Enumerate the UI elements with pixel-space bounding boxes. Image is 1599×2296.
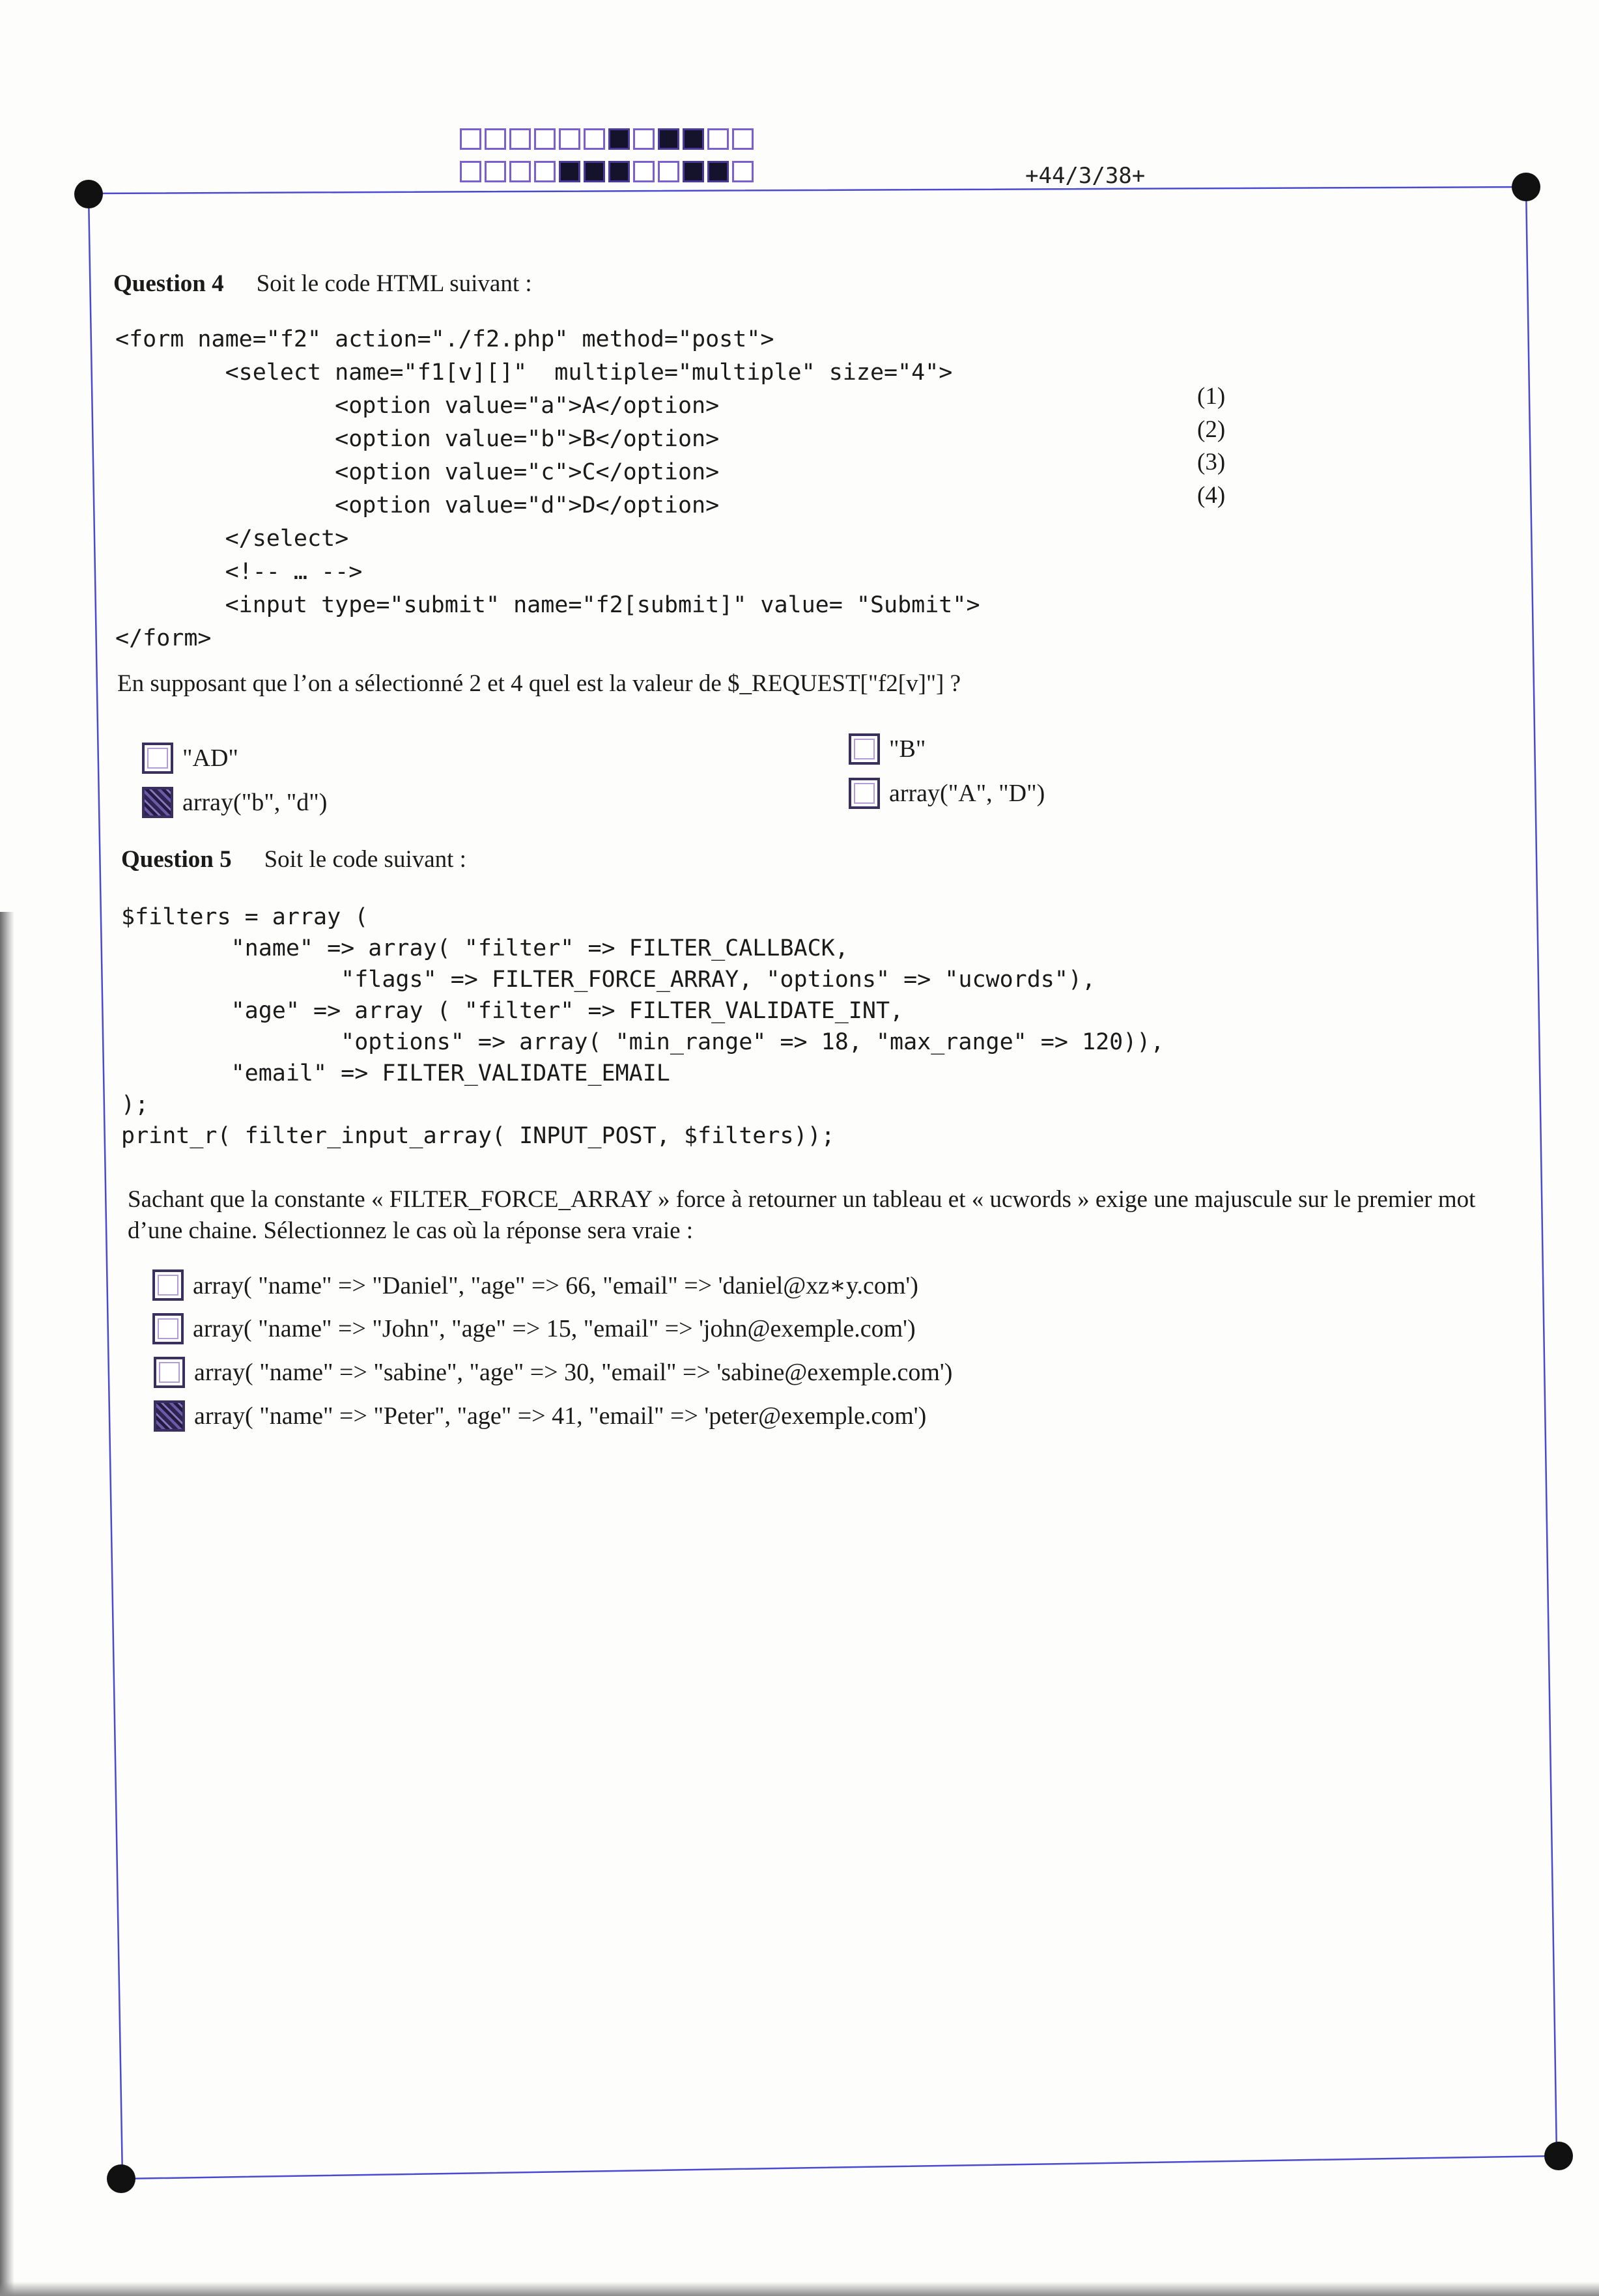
answer-checkbox[interactable] — [849, 733, 880, 765]
question-intro: Soit le code HTML suivant : — [256, 270, 532, 297]
question-4-heading — [113, 270, 532, 298]
question-4-prompt: En supposant que l’on a sélectionné 2 et 4 quel est la valeur de $_REQUEST["f2[v]"] ? — [117, 670, 961, 697]
id-cell-empty — [732, 161, 754, 182]
registration-mark-top-left — [74, 180, 103, 208]
code-line-number-2: (2) — [1197, 416, 1226, 443]
answer-checkbox[interactable] — [142, 743, 173, 774]
question-label: Question 5 — [121, 846, 232, 873]
choice-label: array( "name" => "Peter", "age" => 41, "email" => 'peter@exemple.com') — [194, 1402, 927, 1430]
q5-choice-sabine[interactable] — [154, 1357, 952, 1388]
choice-label: array( "name" => "John", "age" => 15, "email" => 'john@exemple.com') — [193, 1315, 916, 1342]
student-id-code-row-1 — [460, 128, 757, 150]
choice-label: "AD" — [182, 744, 238, 772]
id-cell-filled — [559, 161, 580, 182]
choice-label: array( "name" => "sabine", "age" => 30, "email" => 'sabine@exemple.com') — [194, 1359, 953, 1386]
q4-choice-ad[interactable] — [142, 743, 238, 774]
answer-checkbox-checked[interactable] — [154, 1400, 185, 1432]
id-cell-filled — [707, 161, 729, 182]
page-id: +44/3/38+ — [1025, 163, 1146, 189]
code-line-number-1: (1) — [1197, 383, 1226, 410]
question-5-code: $filters = array ( "name" => array( "filter" => FILTER_CALLBACK, "flags" => FILTER_FORCE_ARRAY, "options" => "ucwords"), "age" => array ( "filter" => FILTER_VALIDATE_INT, "options" => array( "min_range" => 18, "max_range" => 120)), "email" => FILTER_VALIDATE_EMAIL ); print_r( filter_input_array( INPUT_POST, $filters)); — [121, 904, 1165, 1149]
id-cell-empty — [584, 128, 605, 150]
registration-mark-top-right — [1512, 173, 1540, 201]
question-label: Question 4 — [113, 270, 224, 297]
q4-choice-array-a-d[interactable] — [849, 778, 1045, 809]
id-cell-empty — [559, 128, 580, 150]
q5-choice-daniel[interactable] — [152, 1269, 918, 1301]
registration-mark-bottom-right — [1544, 2142, 1573, 2170]
answer-checkbox[interactable] — [849, 778, 880, 809]
question-5-heading — [121, 845, 466, 873]
choice-label: array( "name" => "Daniel", "age" => 66, "email" => 'daniel@xz∗y.com') — [193, 1271, 918, 1299]
id-cell-empty — [534, 128, 556, 150]
q4-choice-array-b-d[interactable] — [142, 787, 327, 818]
answer-checkbox[interactable] — [152, 1313, 184, 1344]
q5-choice-john[interactable] — [152, 1313, 916, 1344]
choice-label: array("b", "d") — [182, 789, 328, 816]
choice-label: array("A", "D") — [889, 780, 1045, 807]
id-cell-filled — [608, 128, 630, 150]
registration-mark-bottom-left — [107, 2164, 135, 2193]
code-line-number-4: (4) — [1197, 482, 1226, 509]
id-cell-empty — [534, 161, 556, 182]
id-cell-filled — [683, 161, 704, 182]
question-intro: Soit le code suivant : — [264, 846, 466, 873]
id-cell-empty — [658, 161, 679, 182]
id-cell-filled — [584, 161, 605, 182]
id-cell-empty — [509, 161, 531, 182]
student-id-code-row-2 — [460, 161, 757, 182]
answer-checkbox[interactable] — [154, 1357, 185, 1388]
question-5-prompt: Sachant que la constante « FILTER_FORCE_ARRAY » force à retourner un tableau et « ucwords » exige une majuscule sur le premier mot d’une chaine. Sélectionnez le cas où la réponse sera vraie : — [128, 1186, 1476, 1244]
id-cell-empty — [633, 128, 655, 150]
q5-choice-peter[interactable] — [154, 1400, 926, 1432]
id-cell-empty — [732, 128, 754, 150]
question-4-code: <form name="f2" action="./f2.php" method="post"> <select name="f1[v][]" multiple="multiple" size="4"> <option value="a">A</option> <option value="b">B</option> <option value="c">C</option> <option value="d">D</option> </select> <!-- … --> <input type="submit" name="f2[submit]" value= "Submit"> </form> — [115, 326, 980, 651]
answer-checkbox-checked[interactable] — [142, 787, 173, 818]
answer-checkbox[interactable] — [152, 1269, 184, 1301]
id-cell-empty — [485, 128, 506, 150]
id-cell-empty — [485, 161, 506, 182]
q4-choice-b[interactable] — [849, 733, 926, 765]
id-cell-filled — [683, 128, 704, 150]
id-cell-empty — [460, 161, 481, 182]
id-cell-empty — [509, 128, 531, 150]
code-line-number-3: (3) — [1197, 449, 1226, 475]
id-cell-empty — [633, 161, 655, 182]
id-cell-empty — [460, 128, 481, 150]
id-cell-filled — [608, 161, 630, 182]
choice-label: "B" — [889, 735, 926, 763]
id-cell-empty — [707, 128, 729, 150]
id-cell-filled — [658, 128, 679, 150]
